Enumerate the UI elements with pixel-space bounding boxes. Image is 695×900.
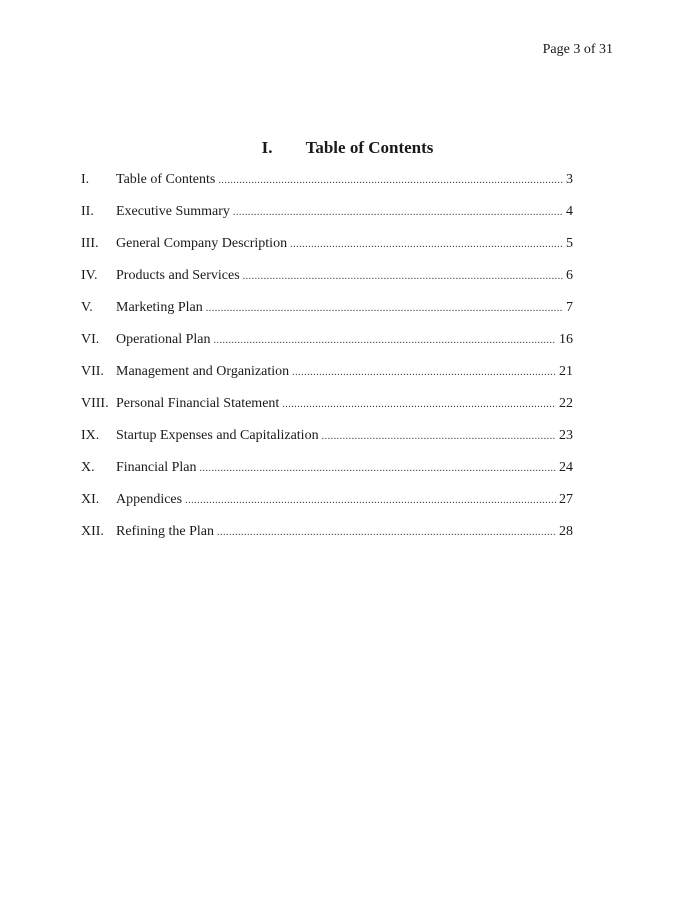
toc-entry-number: IX. — [81, 428, 100, 443]
dot-leader — [206, 303, 563, 314]
section-heading-number: I. — [261, 138, 273, 157]
toc-entry-page[interactable]: 27 — [559, 492, 573, 507]
toc-entry-page[interactable]: 6 — [566, 268, 573, 283]
toc-entry-label[interactable]: Executive Summary — [116, 204, 230, 219]
toc-entry[interactable] — [81, 396, 573, 428]
toc-entry-page[interactable]: 16 — [559, 332, 573, 347]
toc-entry-label[interactable]: Startup Expenses and Capitalization — [116, 428, 319, 443]
dot-leader — [185, 495, 556, 506]
toc-entry-number: XI. — [81, 492, 100, 507]
dot-leader — [233, 207, 563, 218]
table-of-contents — [81, 172, 573, 556]
toc-entry-page[interactable]: 22 — [559, 396, 573, 411]
toc-entry-page[interactable]: 5 — [566, 236, 573, 251]
dot-leader — [292, 367, 556, 378]
toc-entry[interactable] — [81, 268, 573, 300]
toc-entry-number: III. — [81, 236, 99, 251]
dot-leader — [218, 175, 563, 186]
toc-entry[interactable] — [81, 172, 573, 204]
toc-entry-label[interactable]: Financial Plan — [116, 460, 197, 475]
dot-leader — [290, 239, 563, 250]
toc-entry-page[interactable]: 4 — [566, 204, 573, 219]
toc-entry-label[interactable]: Management and Organization — [116, 364, 290, 379]
toc-entry-number: I. — [81, 172, 90, 187]
toc-entry[interactable] — [81, 492, 573, 524]
toc-entry-page[interactable]: 7 — [566, 300, 573, 315]
toc-entry[interactable] — [81, 524, 573, 556]
toc-entry-label[interactable]: Products and Services — [116, 268, 240, 283]
toc-entry-number: VI. — [81, 332, 100, 347]
toc-entry-number: X. — [81, 460, 95, 475]
toc-entry-label[interactable]: Appendices — [116, 492, 183, 507]
page-number: Page 3 of 31 — [542, 42, 613, 57]
toc-entry-number: V. — [81, 300, 93, 315]
toc-entry[interactable] — [81, 332, 573, 364]
toc-entry[interactable] — [81, 300, 573, 332]
toc-entry-label[interactable]: Refining the Plan — [116, 524, 214, 539]
section-heading — [0, 138, 695, 158]
toc-entry[interactable] — [81, 236, 573, 268]
toc-entry-label[interactable]: Table of Contents — [116, 172, 216, 187]
dot-leader — [243, 271, 563, 282]
toc-entry-label[interactable]: Operational Plan — [116, 332, 211, 347]
toc-entry-number: XII. — [81, 524, 104, 539]
dot-leader — [217, 527, 556, 538]
toc-entry[interactable] — [81, 364, 573, 396]
toc-entry-page[interactable]: 24 — [559, 460, 573, 475]
toc-entry-page[interactable]: 28 — [559, 524, 573, 539]
toc-entry-number: IV. — [81, 268, 98, 283]
dot-leader — [282, 399, 556, 410]
toc-entry-number: VIII. — [81, 396, 109, 411]
dot-leader — [322, 431, 556, 442]
dot-leader — [200, 463, 557, 474]
toc-entry-number: II. — [81, 204, 94, 219]
toc-entry[interactable] — [81, 428, 573, 460]
toc-entry-number: VII. — [81, 364, 104, 379]
toc-entry[interactable] — [81, 204, 573, 236]
toc-entry[interactable] — [81, 460, 573, 492]
toc-entry-page[interactable]: 3 — [566, 172, 573, 187]
dot-leader — [213, 335, 556, 346]
toc-entry-page[interactable]: 23 — [559, 428, 573, 443]
toc-entry-page[interactable]: 21 — [559, 364, 573, 379]
toc-entry-label[interactable]: Personal Financial Statement — [116, 396, 280, 411]
toc-entry-label[interactable]: Marketing Plan — [116, 300, 203, 315]
section-heading-title: Table of Contents — [305, 138, 434, 157]
toc-entry-label[interactable]: General Company Description — [116, 236, 288, 251]
